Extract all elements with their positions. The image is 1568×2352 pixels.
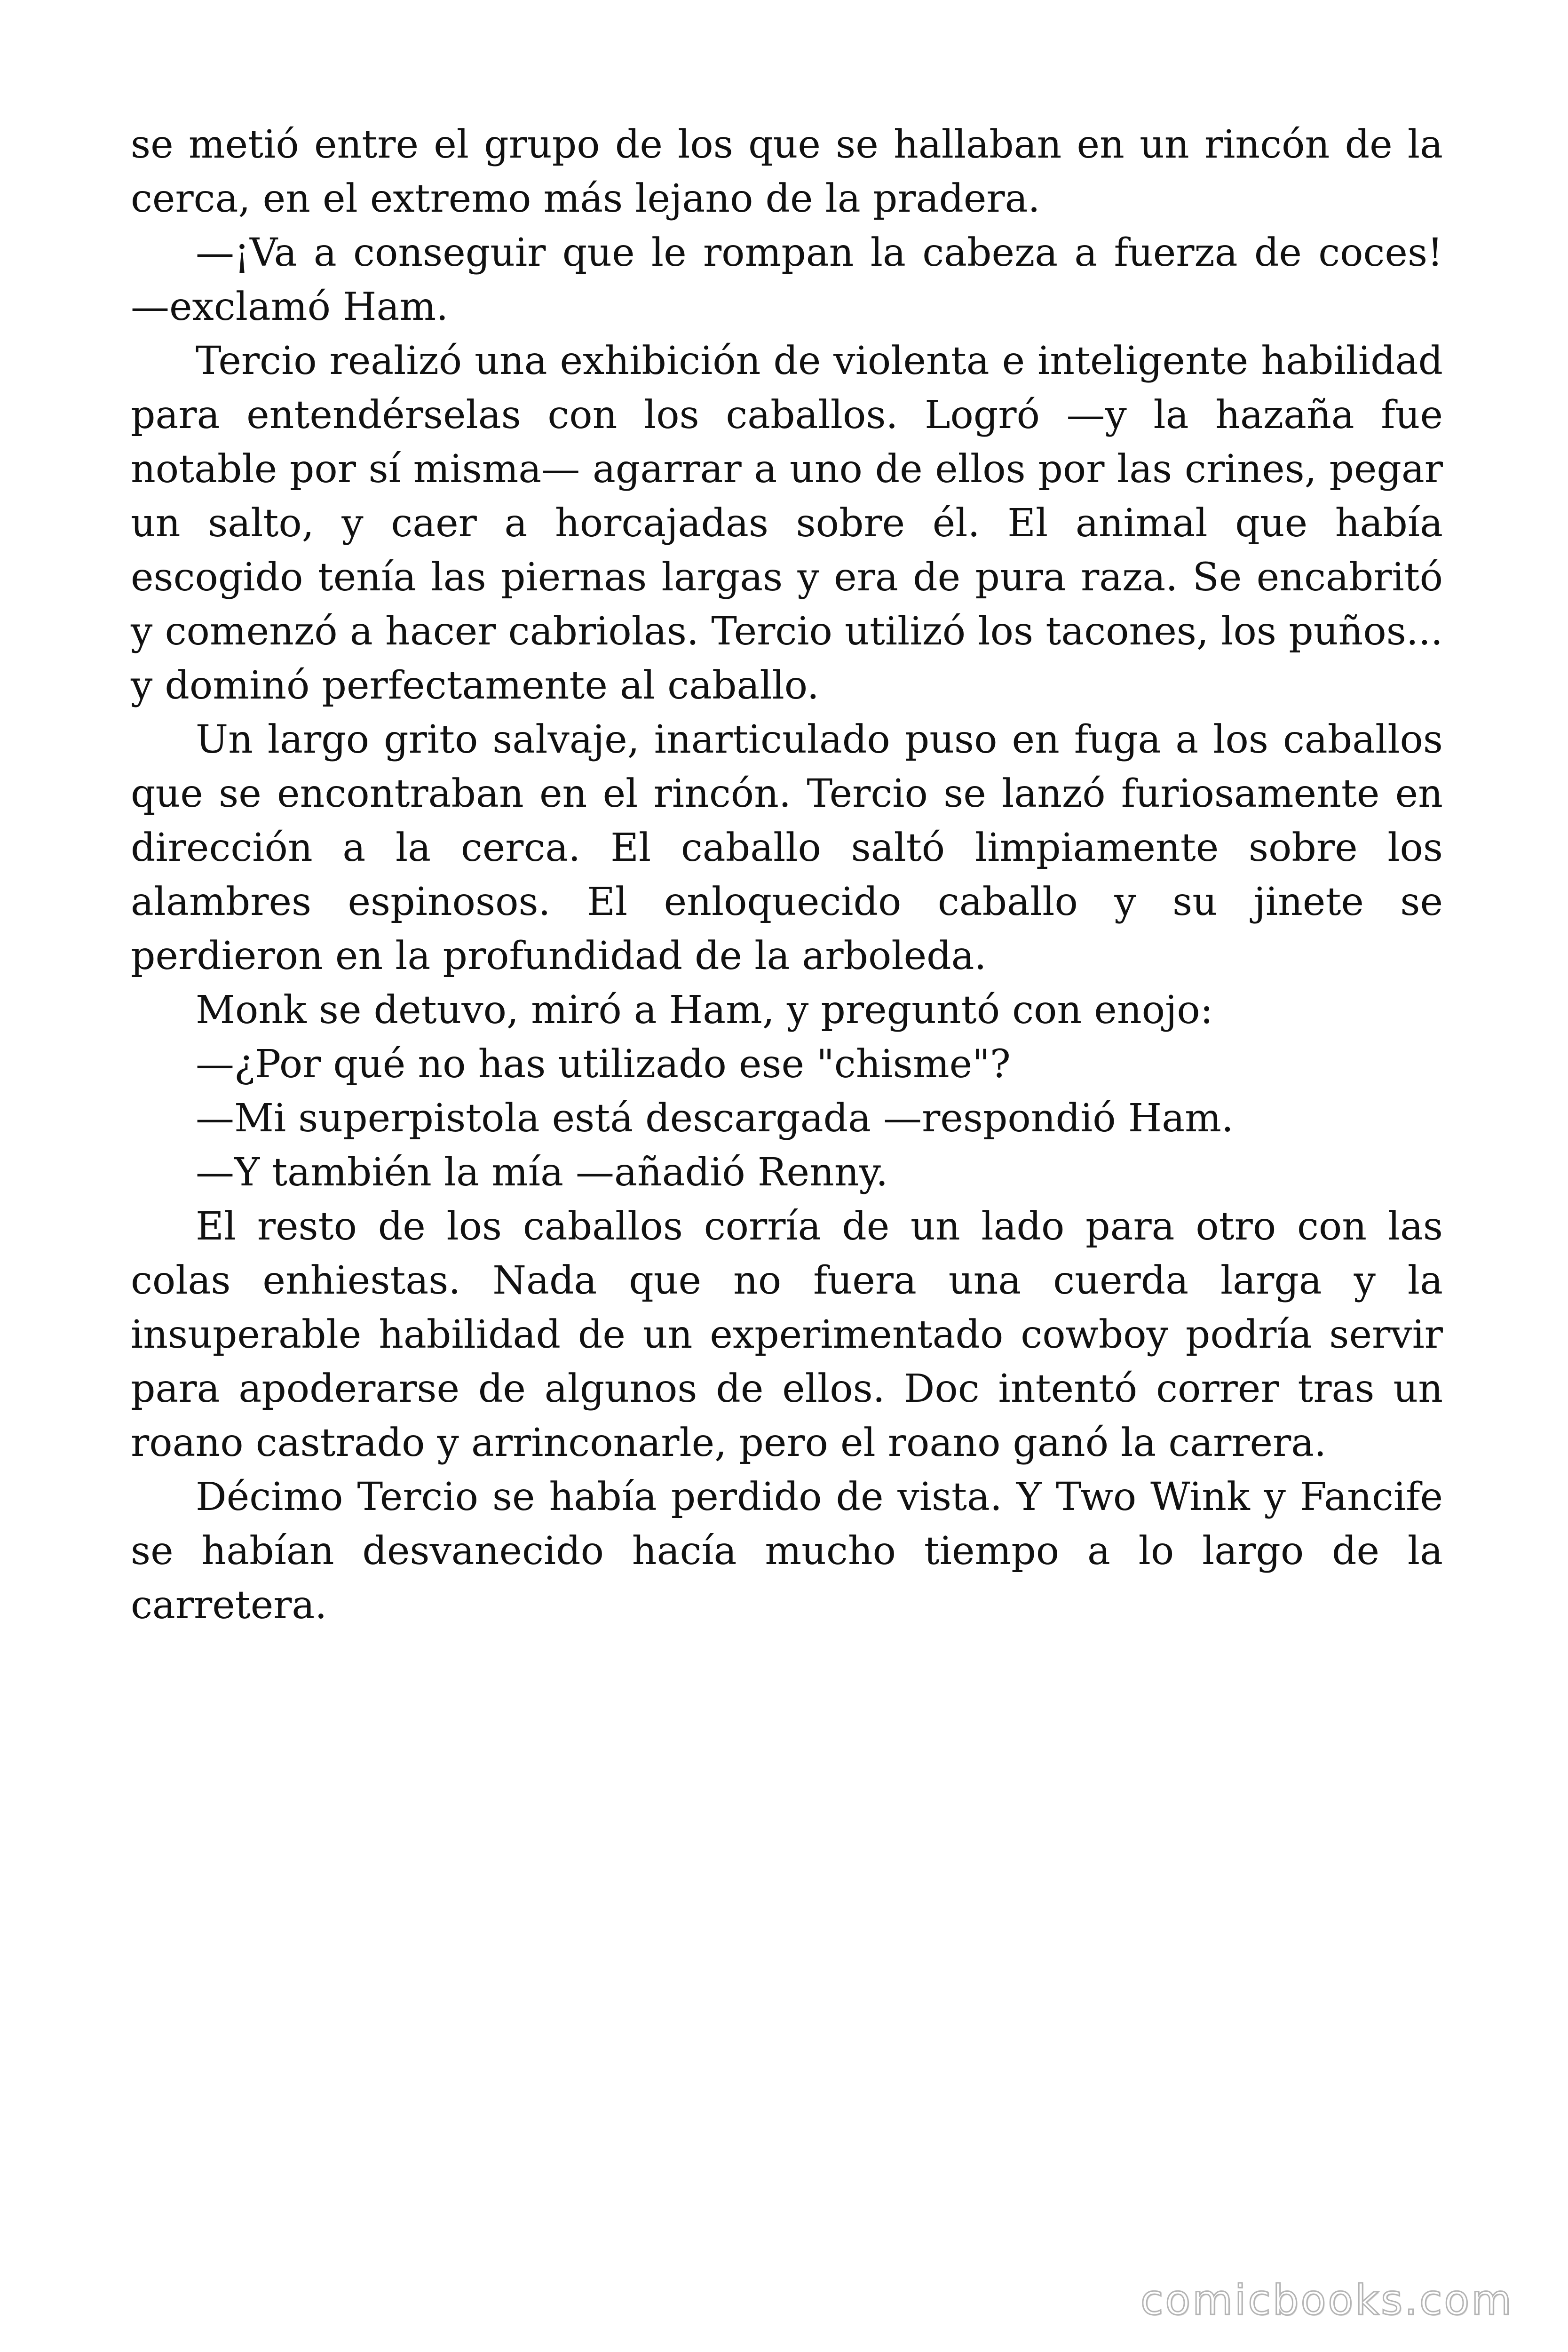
paragraph-horses-running: El resto de los caballos corría de un lado para otro con las colas enhiestas. Nada que no fuera una cuerda larga y la insuperable habilidad de un experimentado cowboy podría servir para apoderarse de algunos de ellos. Doc intentó correr tras un roano castrado y arrinconarle, pero el roano ganó la carrera. [131, 1204, 1443, 1465]
paragraph-dialogue-ham: —¡Va a conseguir que le rompan la cabeza a fuerza de coces! —exclamó Ham. [131, 230, 1443, 329]
paragraph-tercio-horse: Tercio realizó una exhibición de violenta e inteligente habilidad para entendérselas con los caballos. Logró —y la hazaña fue notable por sí misma— agarrar a uno de ellos por las crines, pegar un salto, y caer a horcajadas sobre él. El animal que había escogido tenía las piernas largas y era de pura raza. Se encabritó y comenzó a hacer cabriolas. Tercio utilizó los tacones, los puños... y dominó perfectamente al caballo. [131, 339, 1443, 708]
paragraph-dialogue-renny: —Y también la mía —añadió Renny. [196, 1150, 888, 1195]
paragraph-dialogue-superpistola: —Mi superpistola está descargada —respondió Ham. [196, 1096, 1234, 1141]
paragraph-continuation: se metió entre el grupo de los que se hallaban en un rincón de la cerca, en el extremo más lejano de la pradera. [131, 122, 1443, 221]
body-text [131, 118, 1443, 1632]
paragraph-dialogue-chisme: —¿Por qué no has utilizado ese "chisme"? [196, 1042, 1011, 1087]
paragraph-wild-cry: Un largo grito salvaje, inarticulado puso en fuga a los caballos que se encontraban en el rincón. Tercio se lanzó furiosamente en dirección a la cerca. El caballo saltó limpiamente sobre los alambres espinosos. El enloquecido caballo y su jinete se perdieron en la profundidad de la arboleda. [131, 717, 1443, 978]
watermark-logo: comicbooks.com [1140, 2276, 1513, 2324]
paragraph-monk-asks: Monk se detuvo, miró a Ham, y preguntó con enojo: [196, 988, 1213, 1033]
paragraph-decimo-tercio: Décimo Tercio se había perdido de vista. Y Two Wink y Fancife se habían desvanecido hacía mucho tiempo a lo largo de la carretera. [131, 1475, 1443, 1628]
